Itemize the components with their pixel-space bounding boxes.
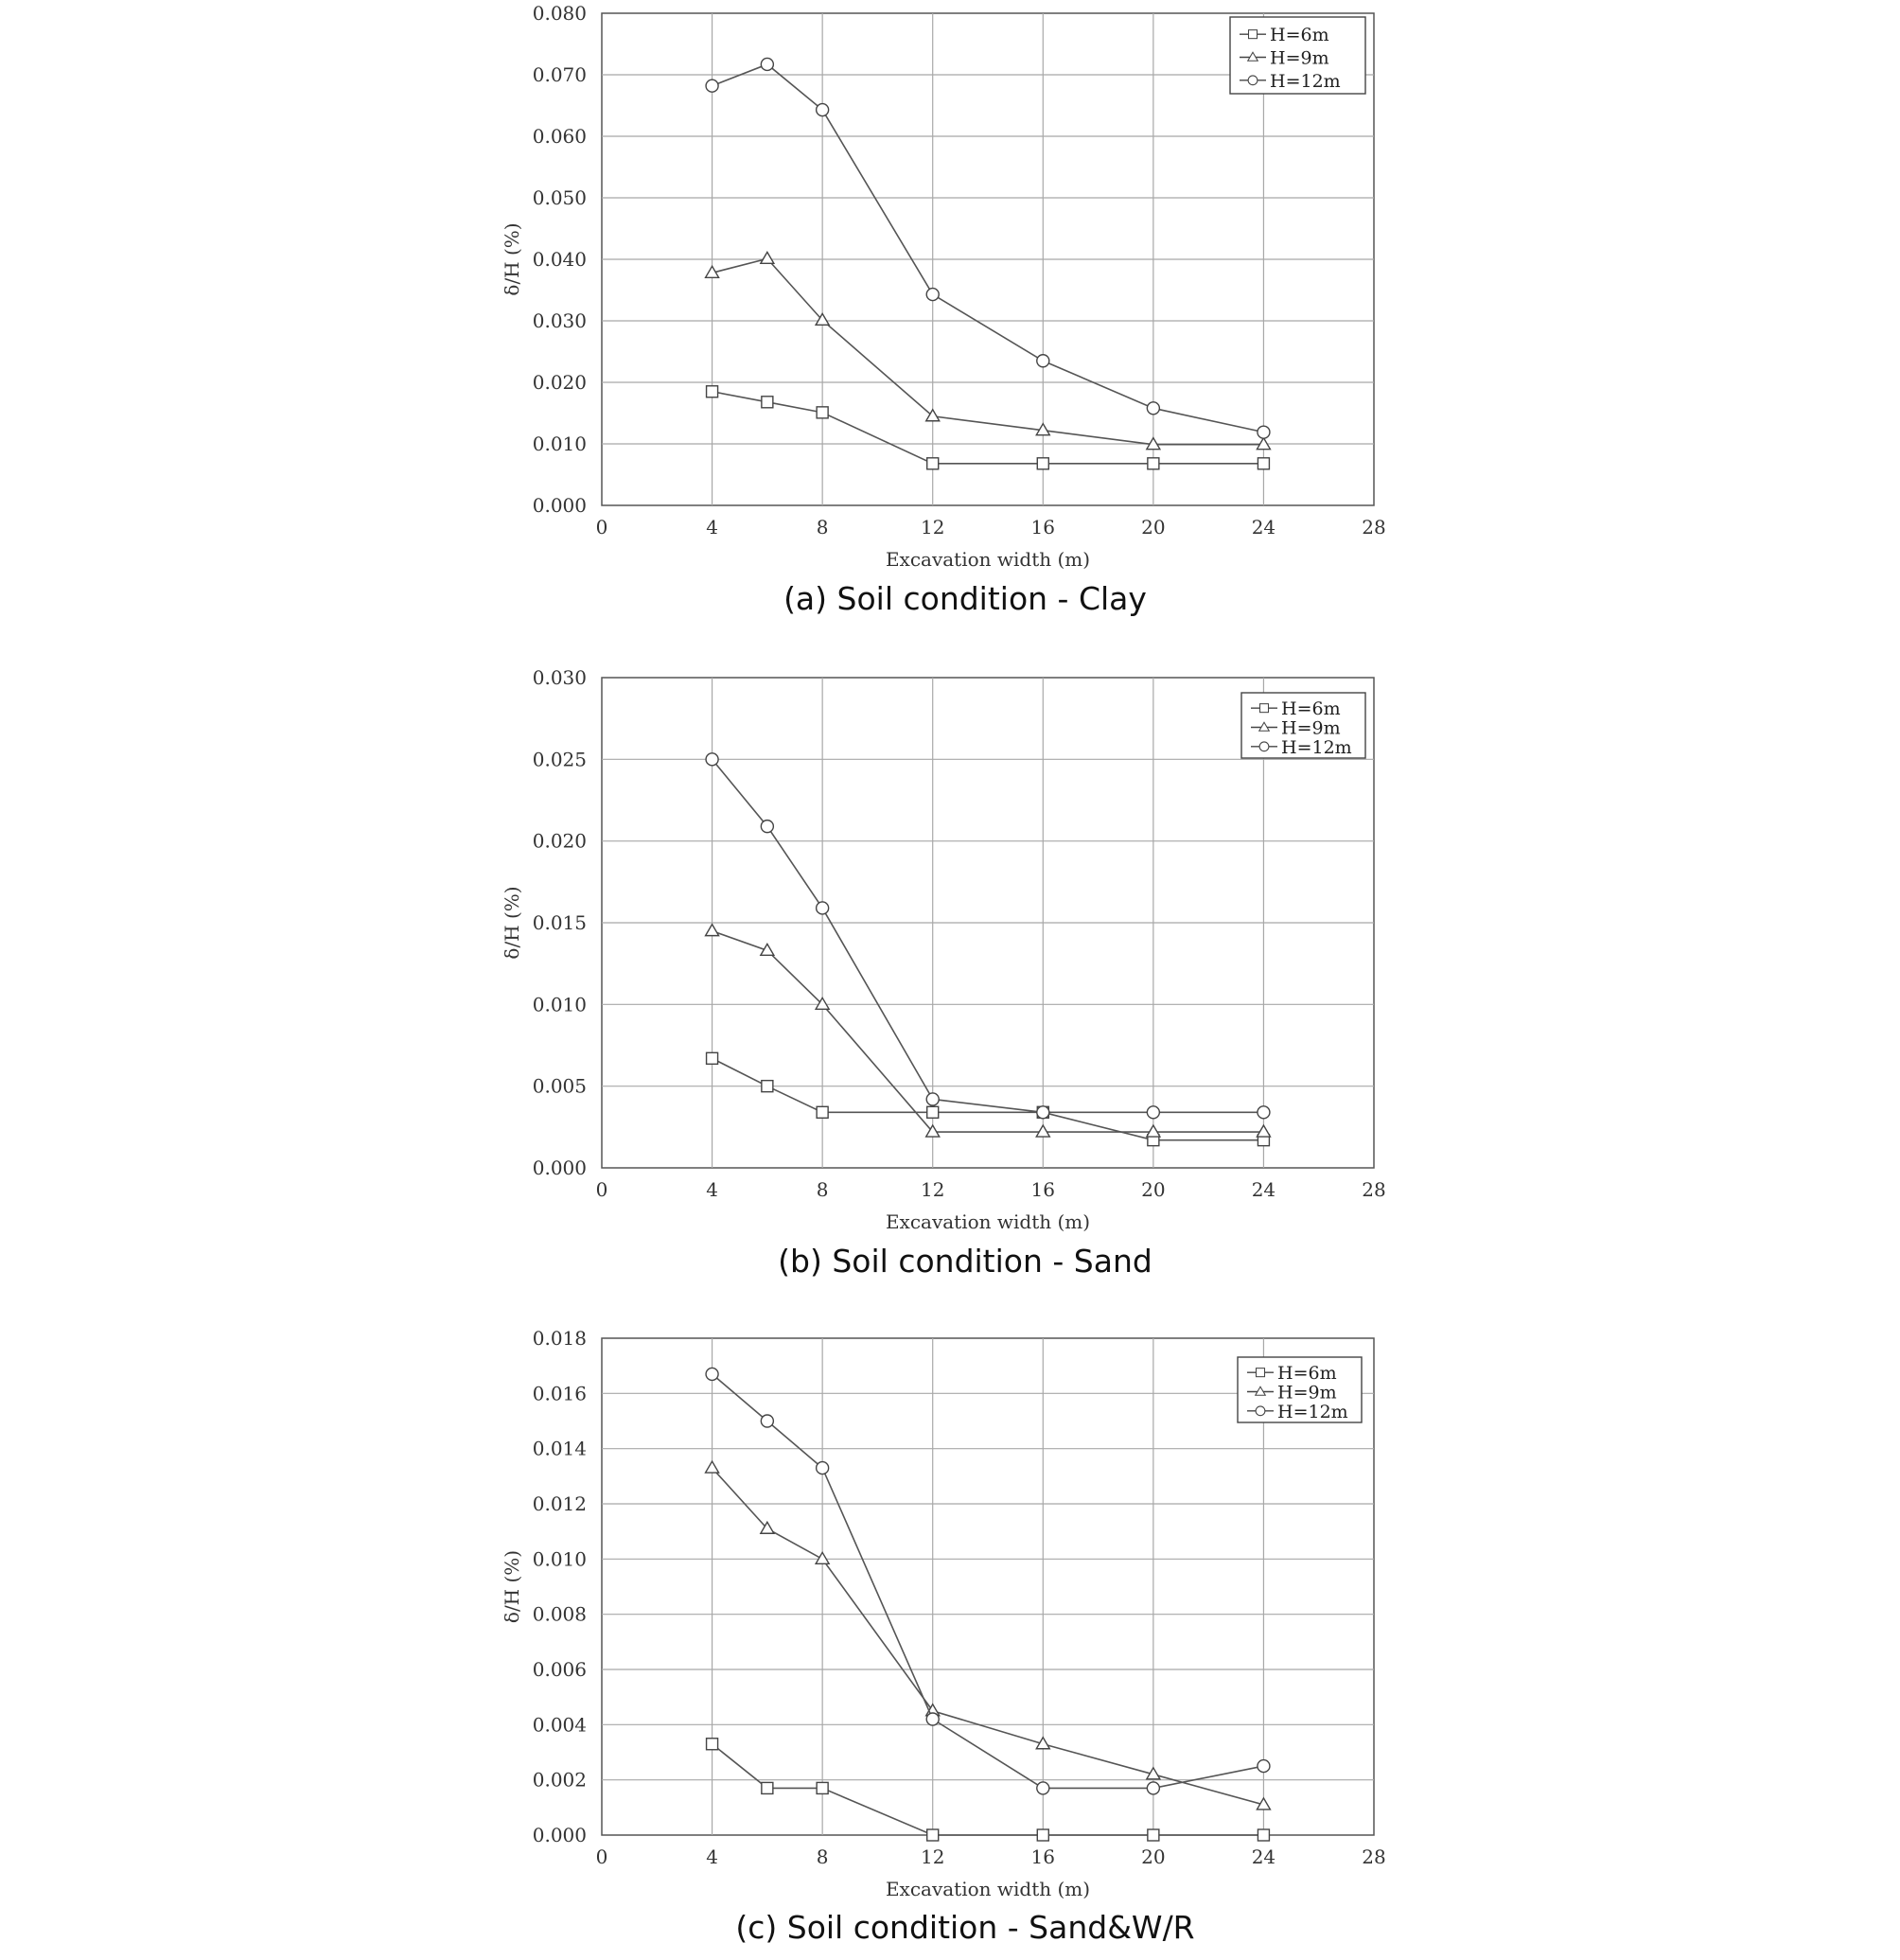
x-tick-label: 8 — [816, 1845, 829, 1868]
y-tick-label: 0.025 — [532, 748, 587, 771]
y-tick-label: 0.004 — [532, 1713, 587, 1737]
data-point — [817, 104, 829, 116]
data-point — [817, 1106, 828, 1118]
x-tick-label: 0 — [595, 1845, 608, 1868]
y-tick-label: 0.030 — [532, 309, 587, 332]
data-point — [761, 821, 773, 833]
x-axis-title: Excavation width (m) — [885, 1878, 1091, 1900]
legend-marker — [1248, 76, 1258, 85]
y-tick-label: 0.016 — [532, 1382, 587, 1405]
data-point — [817, 902, 829, 914]
y-tick-label: 0.015 — [532, 911, 587, 934]
data-point — [927, 1106, 939, 1118]
data-point — [926, 289, 939, 301]
y-tick-label: 0.000 — [532, 1824, 587, 1846]
x-axis-title: Excavation width (m) — [885, 1210, 1091, 1233]
data-point — [1258, 1760, 1270, 1773]
y-tick-label: 0.060 — [532, 125, 587, 148]
data-point — [761, 58, 773, 70]
figure-caption: (a) Soil condition - Clay — [783, 580, 1147, 617]
data-point — [1037, 1106, 1049, 1119]
y-tick-label: 0.050 — [532, 186, 587, 209]
data-point — [927, 1829, 939, 1841]
x-tick-label: 24 — [1251, 1845, 1276, 1868]
data-point — [1037, 1829, 1048, 1841]
x-tick-label: 24 — [1251, 516, 1276, 539]
x-tick-label: 28 — [1362, 1178, 1386, 1201]
x-tick-label: 12 — [920, 516, 945, 539]
data-point — [1258, 1829, 1269, 1841]
y-tick-label: 0.014 — [532, 1437, 587, 1460]
data-point — [1037, 355, 1049, 367]
x-tick-label: 16 — [1030, 1845, 1056, 1868]
legend-label: H=12m — [1270, 70, 1341, 92]
x-tick-label: 8 — [816, 1178, 829, 1201]
legend-marker — [1259, 742, 1269, 751]
y-tick-label: 0.010 — [532, 993, 587, 1016]
data-point — [1147, 1782, 1159, 1794]
y-tick-label: 0.002 — [532, 1768, 587, 1792]
legend — [1230, 17, 1365, 94]
y-axis-title: δ/H (%) — [501, 222, 523, 296]
x-axis-title: Excavation width (m) — [885, 548, 1091, 571]
figure-caption: (c) Soil condition - Sand&W/R — [735, 1909, 1195, 1946]
data-point — [762, 1081, 773, 1092]
x-tick-label: 28 — [1362, 1845, 1386, 1868]
y-tick-label: 0.012 — [532, 1492, 587, 1515]
data-point — [817, 1462, 829, 1474]
y-tick-label: 0.000 — [532, 494, 587, 517]
y-tick-label: 0.005 — [532, 1074, 587, 1098]
x-tick-label: 24 — [1251, 1178, 1276, 1201]
data-point — [817, 407, 828, 418]
chart-panel-3 — [501, 1327, 1386, 1946]
y-tick-label: 0.010 — [532, 433, 587, 455]
y-tick-label: 0.018 — [532, 1327, 587, 1350]
data-point — [1148, 458, 1159, 469]
x-tick-label: 8 — [816, 516, 829, 539]
data-point — [707, 1052, 718, 1064]
y-tick-label: 0.020 — [532, 371, 587, 394]
legend-label: H=6m — [1277, 1363, 1337, 1385]
x-tick-label: 4 — [706, 1845, 718, 1868]
legend-marker — [1256, 1406, 1265, 1416]
legend-label: H=9m — [1281, 717, 1341, 739]
data-point — [706, 79, 718, 92]
y-tick-label: 0.010 — [532, 1547, 587, 1571]
x-tick-label: 20 — [1141, 1845, 1166, 1868]
data-point — [926, 1713, 939, 1725]
y-axis-title: δ/H (%) — [501, 1549, 523, 1624]
y-tick-label: 0.020 — [532, 829, 587, 853]
chart-panel-2 — [501, 666, 1386, 1280]
legend — [1238, 1357, 1362, 1422]
x-tick-label: 28 — [1362, 516, 1386, 539]
data-point — [1258, 1106, 1270, 1119]
data-point — [1147, 402, 1159, 415]
x-tick-label: 20 — [1141, 1178, 1166, 1201]
data-point — [817, 1782, 828, 1793]
chart-panel-1 — [501, 2, 1386, 617]
y-tick-label: 0.080 — [532, 2, 587, 25]
data-point — [707, 386, 718, 397]
data-point — [1258, 426, 1270, 438]
data-point — [927, 458, 939, 469]
data-point — [1037, 1782, 1049, 1794]
x-tick-label: 12 — [920, 1845, 945, 1868]
x-tick-label: 16 — [1030, 516, 1056, 539]
legend-label: H=12m — [1281, 736, 1352, 758]
figure-caption: (b) Soil condition - Sand — [778, 1243, 1152, 1280]
legend — [1241, 693, 1365, 758]
legend-marker — [1249, 30, 1258, 39]
legend-label: H=6m — [1281, 698, 1341, 720]
data-point — [926, 1093, 939, 1105]
data-point — [1258, 458, 1269, 469]
x-tick-label: 0 — [595, 516, 608, 539]
x-tick-label: 4 — [706, 1178, 718, 1201]
x-tick-label: 4 — [706, 516, 718, 539]
legend-label: H=6m — [1270, 25, 1329, 46]
legend-marker — [1257, 1368, 1265, 1377]
x-tick-label: 16 — [1030, 1178, 1056, 1201]
data-point — [762, 397, 773, 408]
y-tick-label: 0.030 — [532, 666, 587, 689]
data-point — [1037, 458, 1048, 469]
x-tick-label: 12 — [920, 1178, 945, 1201]
y-tick-label: 0.008 — [532, 1602, 587, 1626]
y-axis-title: δ/H (%) — [501, 886, 523, 960]
data-point — [761, 1415, 773, 1427]
y-tick-label: 0.040 — [532, 248, 587, 271]
data-point — [762, 1782, 773, 1793]
data-point — [706, 753, 718, 766]
y-tick-label: 0.006 — [532, 1658, 587, 1681]
data-point — [707, 1739, 718, 1750]
data-point — [706, 1368, 718, 1380]
x-tick-label: 20 — [1141, 516, 1166, 539]
data-point — [1147, 1106, 1159, 1119]
y-tick-label: 0.000 — [532, 1157, 587, 1179]
legend-label: H=9m — [1277, 1382, 1337, 1404]
x-tick-label: 0 — [595, 1178, 608, 1201]
legend-label: H=9m — [1270, 47, 1329, 69]
y-tick-label: 0.070 — [532, 63, 587, 86]
data-point — [1148, 1829, 1159, 1841]
legend-label: H=12m — [1277, 1401, 1348, 1422]
legend-marker — [1260, 704, 1269, 713]
